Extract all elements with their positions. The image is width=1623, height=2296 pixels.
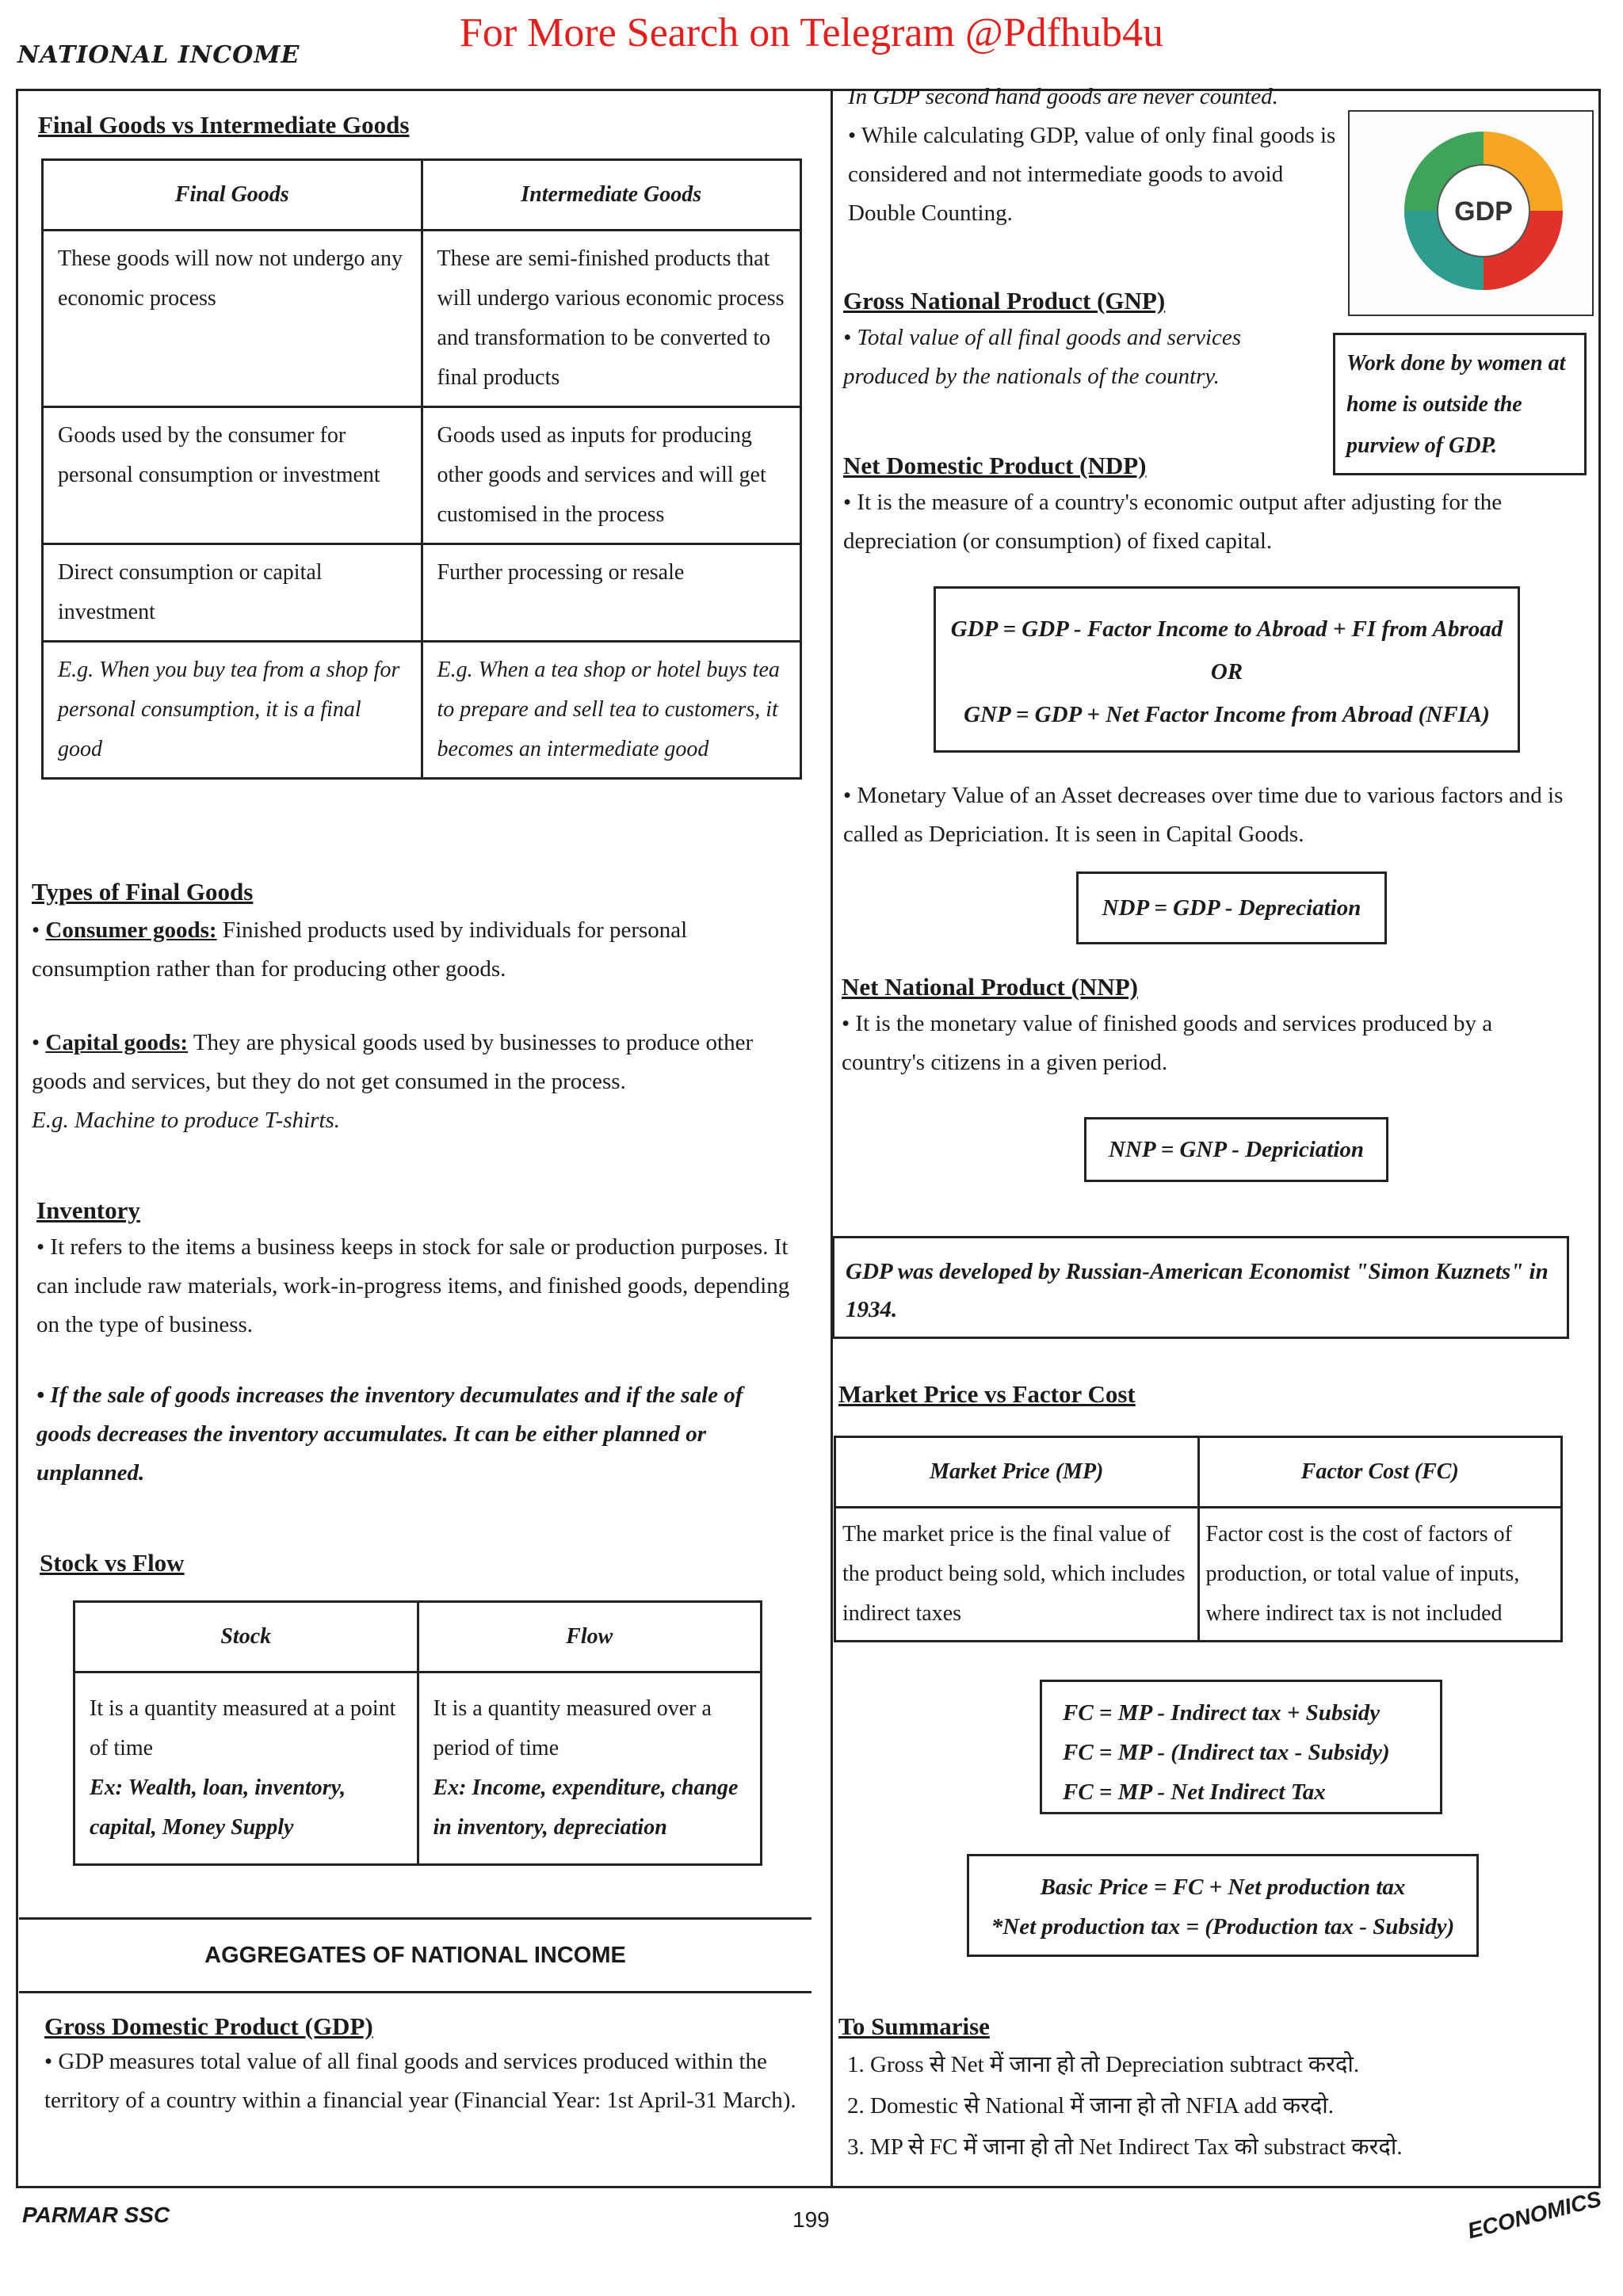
table-cell: These are semi-finished products that will undergo various economic process and transformation to be converted to final products [422, 231, 801, 407]
list-item: 2. Domestic से National में जाना हो तो NFIA add करदो. [870, 2085, 1583, 2126]
table-row [74, 1672, 762, 1865]
telegram-banner: For More Search on Telegram @Pdfhub4u [459, 10, 1164, 55]
table-row [43, 407, 801, 544]
list-item: 1. Gross से Net में जाना हो तो Depreciation subtract करदो. [870, 2044, 1583, 2085]
fc-formula-1: FC = MP - Indirect tax + Subsidy [1063, 1700, 1381, 1726]
table-cell: Further processing or resale [422, 544, 801, 642]
header-market-price: Market Price (MP) [835, 1437, 1199, 1508]
summary-list [838, 2044, 1583, 2168]
formula-gdp: GDP = GDP - Factor Income to Abroad + FI from Abroad [950, 616, 1503, 642]
mp-fc-title: Market Price vs Factor Cost [838, 1380, 1136, 1408]
final-vs-intermediate-title: Final Goods vs Intermediate Goods [38, 111, 410, 139]
gdp-intro [848, 78, 1355, 233]
basic-price-box [967, 1854, 1479, 1957]
header-flow: Flow [418, 1602, 762, 1672]
net-production-tax-formula: *Net production tax = (Production tax - Subsidy) [991, 1914, 1455, 1939]
final-vs-intermediate-table [41, 158, 802, 780]
women-work-note: Work done by women at home is outside the purview of GDP. [1333, 333, 1587, 475]
intro-double-counting: • While calculating GDP, value of only final goods is considered and not intermediate goods to avoid Double Counting. [848, 123, 1336, 226]
table-cell: Goods used as inputs for producing other goods and services and will get customised in the process [422, 407, 801, 544]
table-cell: Goods used by the consumer for personal consumption or investment [43, 407, 422, 544]
stock-cell: It is a quantity measured at a point of time Ex: Wealth, loan, inventory, capital, Money Supply [74, 1672, 418, 1865]
types-title: Types of Final Goods [32, 878, 254, 906]
summary-section [838, 2012, 1583, 2168]
column-divider [831, 89, 833, 2188]
intro-second-hand: In GDP second hand goods are never counted. [848, 84, 1278, 109]
inventory-p2: • If the sale of goods increases the inventory decumulates and if the sale of goods decreases the inventory accumulates. It can be either planned or unplanned. [36, 1383, 743, 1486]
formula-or: OR [1210, 659, 1243, 685]
nnp-section [842, 973, 1579, 1082]
table-cell: E.g. When you buy tea from a shop for personal consumption, it is a final good [43, 642, 422, 779]
gdp-title: Gross Domestic Product (GDP) [44, 2012, 373, 2040]
stock-vs-flow-title: Stock vs Flow [40, 1549, 185, 1577]
flow-cell: It is a quantity measured over a period of time Ex: Income, expenditure, change in inventory, depreciation [418, 1672, 762, 1865]
table-cell: Direct consumption or capital investment [43, 544, 422, 642]
fc-formula-2: FC = MP - (Indirect tax - Subsidy) [1063, 1740, 1390, 1765]
fc-formula-box [1040, 1680, 1442, 1814]
header-stock: Stock [74, 1602, 418, 1672]
ndp-title: Net Domestic Product (NDP) [843, 452, 1147, 479]
inventory-section [36, 1196, 797, 1493]
table-row [43, 544, 801, 642]
list-item: 3. MP से FC में जाना हो तो Net Indirect Tax को substract करदो. [870, 2126, 1583, 2168]
aggregates-title: AGGREGATES OF NATIONAL INCOME [19, 1917, 812, 1993]
ndp-formula-box: NDP = GDP - Depreciation [1076, 871, 1387, 944]
inventory-title: Inventory [36, 1196, 140, 1224]
basic-price-formula: Basic Price = FC + Net production tax [1040, 1875, 1406, 1900]
ndp-text: • It is the measure of a country's economic output after adjusting for the depreciation (or consumption) of fixed capital. [843, 490, 1503, 554]
capital-goods-example: E.g. Machine to produce T-shirts. [32, 1108, 341, 1133]
gdp-gnp-formula-box [934, 586, 1520, 753]
gdp-image-label: GDP [1454, 196, 1513, 227]
gnp-title: Gross National Product (GNP) [843, 287, 1166, 315]
types-of-final-goods [32, 878, 800, 1140]
formula-gnp: GNP = GDP + Net Factor Income from Abroad (NFIA) [964, 702, 1490, 727]
nnp-formula-box: NNP = GNP - Depriciation [1084, 1117, 1388, 1182]
inventory-p1: • It refers to the items a business keeps in stock for sale or production purposes. It can include raw materials, work-in-progress items, and finished goods, depending on the type of business. [36, 1234, 790, 1337]
nnp-text: • It is the monetary value of finished goods and services produced by a country's citizens in a given period. [842, 1011, 1493, 1075]
header-final-goods: Final Goods [43, 160, 422, 231]
mp-cell: The market price is the final value of the product being sold, which includes indirect taxes [835, 1508, 1199, 1642]
gnp-section [843, 287, 1303, 396]
consumer-goods-item: • Consumer goods: Finished products used by individuals for personal consumption rather than for producing other goods. [32, 917, 688, 982]
mp-fc-table [834, 1436, 1563, 1642]
summary-title: To Summarise [838, 2012, 990, 2040]
header-factor-cost: Factor Cost (FC) [1198, 1437, 1562, 1508]
gnp-text: • Total value of all final goods and services produced by the nationals of the country. [843, 325, 1242, 389]
table-row [835, 1508, 1562, 1642]
capital-goods-item: • Capital goods: They are physical goods used by businesses to produce other goods and services, but they do not get consumed in the process. [32, 1030, 754, 1094]
fc-formula-3: FC = MP - Net Indirect Tax [1063, 1779, 1326, 1805]
depreciation-text [843, 776, 1580, 854]
footer-right: ECONOMICS [1465, 2186, 1604, 2244]
ndp-section [843, 452, 1572, 561]
header-intermediate-goods: Intermediate Goods [422, 160, 801, 231]
table-row [43, 642, 801, 779]
chapter-header: NATIONAL INCOME [17, 41, 300, 69]
nnp-title: Net National Product (NNP) [842, 973, 1138, 1001]
table-cell: E.g. When a tea shop or hotel buys tea to prepare and sell tea to customers, it becomes an intermediate good [422, 642, 801, 779]
gdp-section [44, 2012, 797, 2120]
page-number: 199 [792, 2207, 830, 2232]
table-cell: These goods will now not undergo any economic process [43, 231, 422, 407]
depreciation-para: • Monetary Value of an Asset decreases over time due to various factors and is called as Depriciation. It is seen in Capital Goods. [843, 783, 1564, 847]
gdp-illustration [1347, 109, 1594, 317]
footer-left: PARMAR SSC [22, 2203, 170, 2227]
kuznets-box: GDP was developed by Russian-American Economist "Simon Kuznets" in 1934. [832, 1236, 1569, 1339]
fc-cell: Factor cost is the cost of factors of production, or total value of inputs, where indirect tax is not included [1198, 1508, 1562, 1642]
table-row [43, 231, 801, 407]
gdp-text: • GDP measures total value of all final goods and services produced within the territory of a country within a financial year (Financial Year: 1st April-31 March). [44, 2049, 796, 2113]
stock-vs-flow-table [73, 1600, 762, 1866]
